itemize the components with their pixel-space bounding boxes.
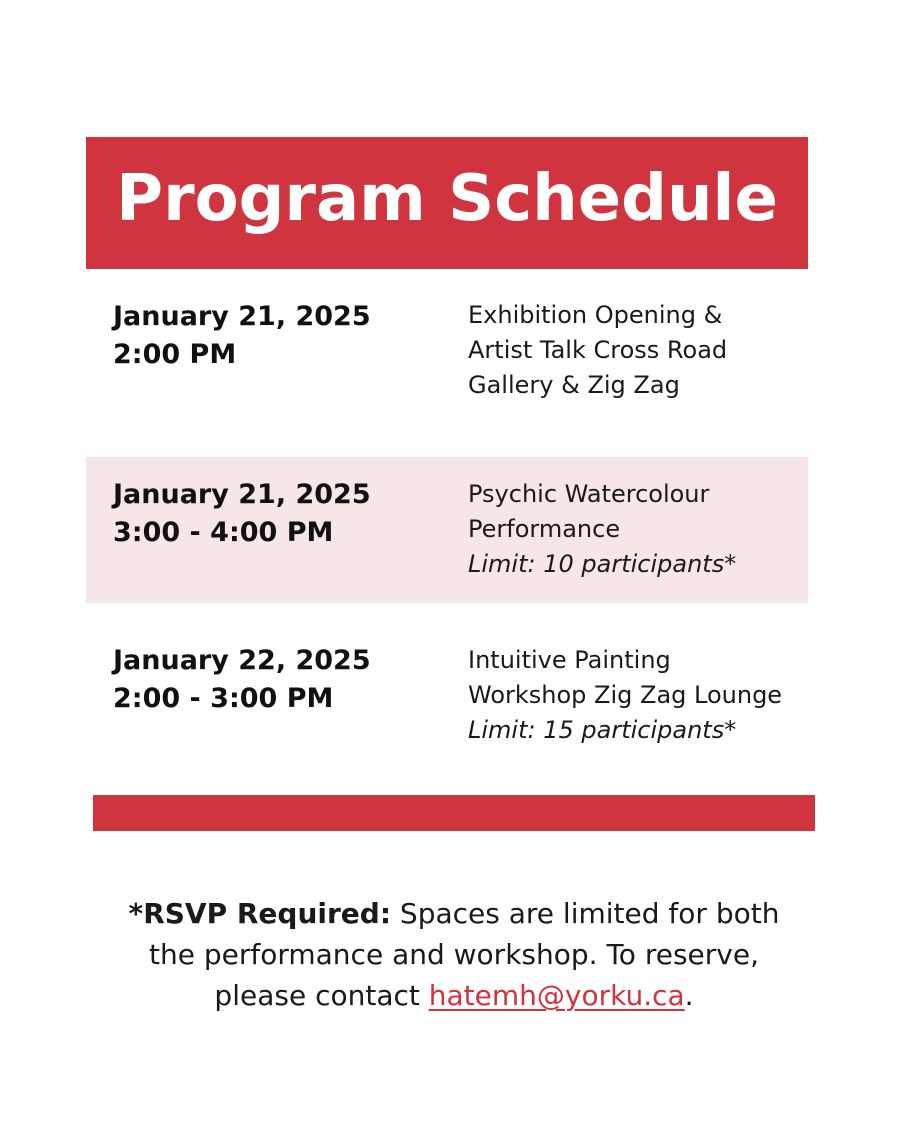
rsvp-note: [60, 893, 848, 1016]
rsvp-text: please contact: [214, 979, 429, 1012]
contact-email-link[interactable]: hatemh@yorku.ca: [428, 979, 685, 1012]
event-description-line: Gallery & Zig Zag: [468, 371, 680, 399]
event-description-line: Psychic Watercolour: [468, 480, 710, 508]
event-description-line: Workshop Zig Zag Lounge: [468, 681, 783, 709]
rsvp-line-3: [60, 975, 848, 1016]
event-description-line: Intuitive Painting: [468, 646, 671, 674]
participant-limit: Limit: 15 participants*: [468, 716, 737, 744]
event-date: January 21, 2025: [113, 479, 371, 510]
event-description-line: Artist Talk Cross Road: [468, 336, 728, 364]
event-description: [468, 477, 804, 582]
event-description-line: Exhibition Opening &: [468, 301, 723, 329]
rsvp-line-1: [60, 893, 848, 934]
rsvp-label: *RSVP Required:: [128, 897, 392, 930]
event-datetime: [113, 298, 371, 374]
event-datetime: [113, 476, 371, 552]
page-title: Program Schedule: [116, 162, 778, 236]
rsvp-text: Spaces are limited for both: [391, 897, 780, 930]
divider-bar: [93, 795, 815, 831]
rsvp-text: .: [684, 979, 694, 1012]
participant-limit: Limit: 10 participants*: [468, 550, 737, 578]
event-time: 2:00 - 3:00 PM: [113, 683, 334, 714]
event-time: 3:00 - 4:00 PM: [113, 517, 334, 548]
schedule-row-1: [86, 285, 808, 435]
event-time: 2:00 PM: [113, 339, 237, 370]
rsvp-line-2: the performance and workshop. To reserve,: [149, 938, 759, 971]
event-description-line: Performance: [468, 515, 621, 543]
event-datetime: [113, 642, 371, 718]
event-description: [468, 298, 804, 403]
event-date: January 21, 2025: [113, 301, 371, 332]
event-description: [468, 643, 804, 748]
title-banner: [86, 137, 808, 269]
schedule-row-3: [86, 622, 808, 772]
schedule-row-2: [86, 457, 808, 603]
event-date: January 22, 2025: [113, 645, 371, 676]
